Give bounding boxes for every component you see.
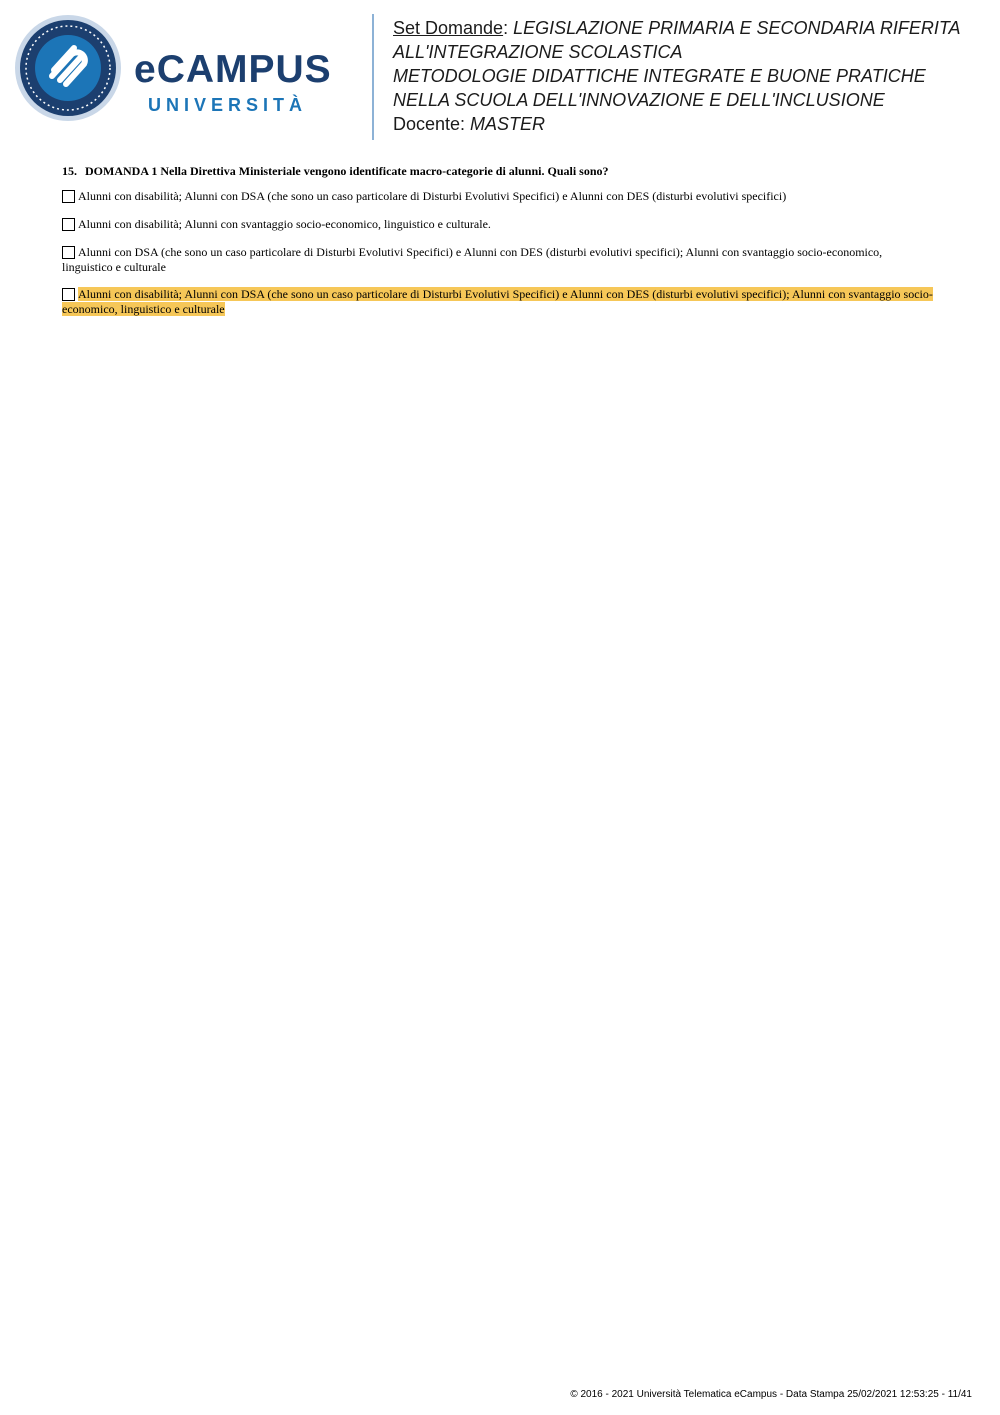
checkbox-icon[interactable] xyxy=(62,218,75,231)
answer-option-1[interactable] xyxy=(62,189,942,204)
checkbox-icon[interactable] xyxy=(62,288,75,301)
answer-option-3-text: Alunni con DSA (che sono un caso particolare di Disturbi Evolutivi Specifici) e Alunni con DES (disturbi evolutivi specifici); Alunni con svantaggio socio-economico, linguistico e culturale xyxy=(62,245,883,274)
answer-option-1-text: Alunni con disabilità; Alunni con DSA (che sono un caso particolare di Disturbi Evolutivi Specifici) e Alunni con DES (disturbi evolutivi specifici) xyxy=(78,189,787,203)
checkbox-icon[interactable] xyxy=(62,190,75,203)
set-colon: : xyxy=(503,18,509,38)
ecampus-seal-icon xyxy=(14,14,122,122)
ecampus-logo xyxy=(14,14,359,122)
answer-option-2-text: Alunni con disabilità; Alunni con svantaggio socio-economico, linguistico e culturale. xyxy=(78,217,491,231)
docente-label: Docente: xyxy=(393,114,471,134)
set-label: Set Domande xyxy=(393,18,504,38)
set-title-line-2: ALL'INTEGRAZIONE SCOLASTICA xyxy=(393,42,683,62)
question-title xyxy=(62,164,962,178)
docente-line xyxy=(393,112,993,136)
checkbox-icon[interactable] xyxy=(62,246,75,259)
page-footer: © 2016 - 2021 Università Telematica eCampus - Data Stampa 25/02/2021 12:53:25 - 11/41 xyxy=(570,1389,972,1400)
question-number: 15. xyxy=(62,164,77,178)
course-line-2: NELLA SCUOLA DELL'INNOVAZIONE E DELL'INCLUSIONE xyxy=(393,90,885,110)
answer-option-4-text-highlighted: Alunni con disabilità; Alunni con DSA (che sono un caso particolare di Disturbi Evolutivi Specifici) e Alunni con DES (disturbi evolutivi specifici); Alunni con svantaggio socio-economico, linguistico e culturale xyxy=(62,287,933,316)
answer-option-4[interactable] xyxy=(62,287,952,317)
brand-subtitle: UNIVERSITÀ xyxy=(148,95,308,115)
set-title-line-1: LEGISLAZIONE PRIMARIA E SECONDARIA RIFERITA xyxy=(513,18,961,38)
course-line-1: METODOLOGIE DIDATTICHE INTEGRATE E BUONE PRATICHE xyxy=(393,66,926,86)
brand-name: eCAMPUS xyxy=(134,48,332,91)
docente-value: MASTER xyxy=(470,114,546,134)
header-divider xyxy=(372,14,374,140)
question-text: DOMANDA 1 Nella Direttiva Ministeriale vengono identificate macro-categorie di alunni. Quali sono? xyxy=(85,164,609,178)
answer-option-3[interactable] xyxy=(62,245,932,275)
ecampus-wordmark xyxy=(134,50,359,114)
set-line-1 xyxy=(393,16,993,40)
header-info xyxy=(393,16,993,136)
answer-option-2[interactable] xyxy=(62,217,942,232)
